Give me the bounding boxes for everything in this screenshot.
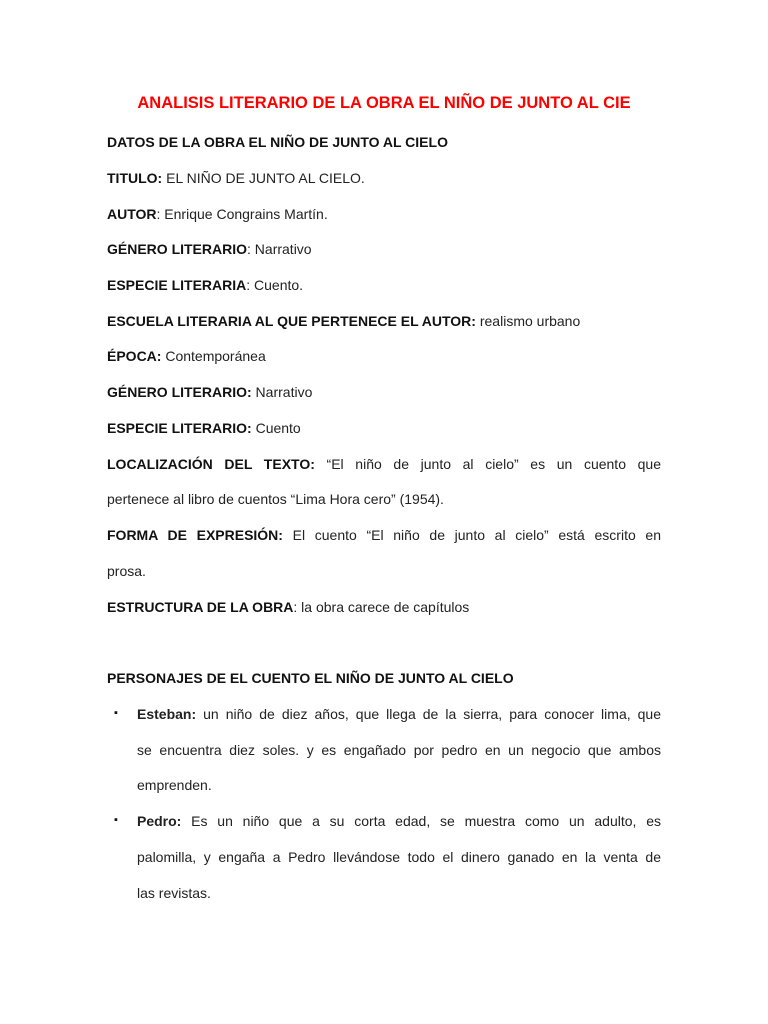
field-value: El cuento “El niño de junto al cielo” está escrito en [282,527,662,543]
field-value: : Enrique Congrains Martín. [156,206,328,222]
bullet-icon: ▪ [114,707,118,719]
field-label: GÉNERO LITERARIO [107,241,248,257]
personaje-esteban-line3: emprenden. [137,777,212,793]
field-localizacion-line2: pertenece al libro de cuentos “Lima Hora cero” (1954). [107,491,444,507]
personajes-heading: PERSONAJES DE EL CUENTO EL NIÑO DE JUNTO AL CIELO [107,670,514,686]
field-value: Cuento [251,420,301,436]
field-genero-literario [107,239,661,259]
personaje-pedro-line3: las revistas. [137,885,211,901]
field-value: Narrativo [251,384,313,400]
personaje-pedro-line1 [137,811,661,831]
field-label: TITULO: [107,170,163,186]
field-label: ESCUELA LITERARIA AL QUE PERTENECE EL AUTOR: [107,313,476,329]
personaje-esteban-line2: se encuentra diez soles. y es engañado por pedro en un negocio que ambos [137,742,661,758]
field-value: : la obra carece de capítulos [293,599,470,615]
field-localizacion-line1 [107,454,661,474]
field-especie-literario-2 [107,418,661,438]
datos-heading: DATOS DE LA OBRA EL NIÑO DE JUNTO AL CIELO [107,134,448,150]
field-value: EL NIÑO DE JUNTO AL CIELO. [162,170,365,186]
field-label: ESPECIE LITERARIA [107,277,247,293]
field-estructura [107,597,661,617]
personaje-name: Esteban: [137,706,197,722]
field-label: FORMA DE EXPRESIÓN: [107,527,283,543]
field-epoca [107,346,661,366]
field-especie-literaria [107,275,661,295]
field-genero-literario-2 [107,382,661,402]
field-label: LOCALIZACIÓN DEL TEXTO: [107,456,315,472]
personaje-name: Pedro: [137,813,182,829]
field-forma-line1 [107,525,661,545]
field-forma-line2: prosa. [107,563,146,579]
document-title: ANALISIS LITERARIO DE LA OBRA EL NIÑO DE JUNTO AL CIE [137,94,631,112]
field-autor [107,204,661,224]
field-label: ESPECIE LITERARIO: [107,420,252,436]
personaje-desc: Es un niño que a su corta edad, se muestra como un adulto, es [181,813,661,829]
personaje-desc: un niño de diez años, que llega de la sierra, para conocer lima, que [196,706,661,722]
field-value: : Narrativo [247,241,312,257]
field-escuela-literaria [107,311,661,331]
field-value: Contemporánea [161,348,266,364]
field-value: realismo urbano [475,313,581,329]
personaje-esteban-line1 [137,704,661,724]
field-titulo [107,168,661,188]
bullet-icon: ▪ [114,814,118,826]
field-label: ÉPOCA: [107,348,162,364]
personaje-pedro-line2: palomilla, y engaña a Pedro llevándose todo el dinero ganado en la venta de [137,849,661,865]
field-value: “El niño de junto al cielo” es un cuento que [314,456,661,472]
field-label: ESTRUCTURA DE LA OBRA [107,599,294,615]
field-label: AUTOR [107,206,157,222]
field-label: GÉNERO LITERARIO: [107,384,252,400]
field-value: : Cuento. [246,277,304,293]
